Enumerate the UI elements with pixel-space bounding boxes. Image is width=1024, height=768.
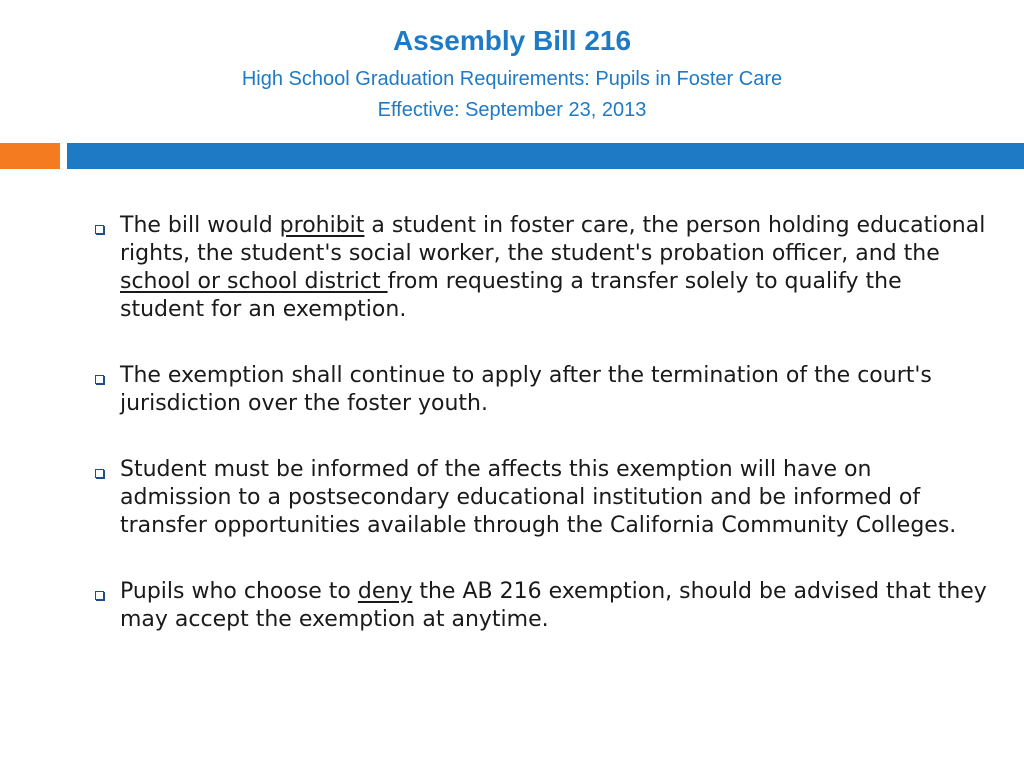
bullet-text: Pupils who choose to <box>120 579 358 604</box>
bullet-item-prohibit <box>88 212 988 324</box>
square-bullet-icon <box>95 225 104 234</box>
bullet-item-deny <box>88 578 988 634</box>
orange-accent-bar <box>0 143 60 169</box>
bullet-text: The bill would <box>120 213 280 238</box>
bullet-list <box>88 212 988 672</box>
square-bullet-icon <box>95 375 104 384</box>
underlined-term: prohibit <box>279 213 365 238</box>
bullet-text: The exemption shall continue to apply after the termination of the court's jurisdiction over the foster youth. <box>120 363 932 416</box>
bullet-text: the AB 216 exemption, should be advised that they may accept the exemption at anytime. <box>120 579 987 632</box>
square-bullet-icon <box>95 591 104 600</box>
slide-title: Assembly Bill 216 <box>392 25 632 56</box>
underlined-term: school or school district <box>120 269 388 294</box>
effective-date: Effective: September 23, 2013 <box>377 99 647 121</box>
bullet-text: a student in foster care, the person holding educational rights, the student's social worker, the student's probation officer, and the <box>120 213 986 266</box>
slide-subtitle: High School Graduation Requirements: Pupils in Foster Care <box>241 68 783 90</box>
bullet-item-continuation <box>88 362 988 418</box>
square-bullet-icon <box>95 469 104 478</box>
bullet-item-informed <box>88 456 988 540</box>
underlined-term: deny <box>357 579 413 604</box>
bullet-text: from requesting a transfer solely to qualify the student for an exemption. <box>120 269 902 322</box>
bullet-text: Student must be informed of the affects this exemption will have on admission to a postsecondary educational institution and be informed of transfer opportunities available through the California Community Colleges. <box>120 457 957 538</box>
blue-accent-bar <box>67 143 1024 169</box>
